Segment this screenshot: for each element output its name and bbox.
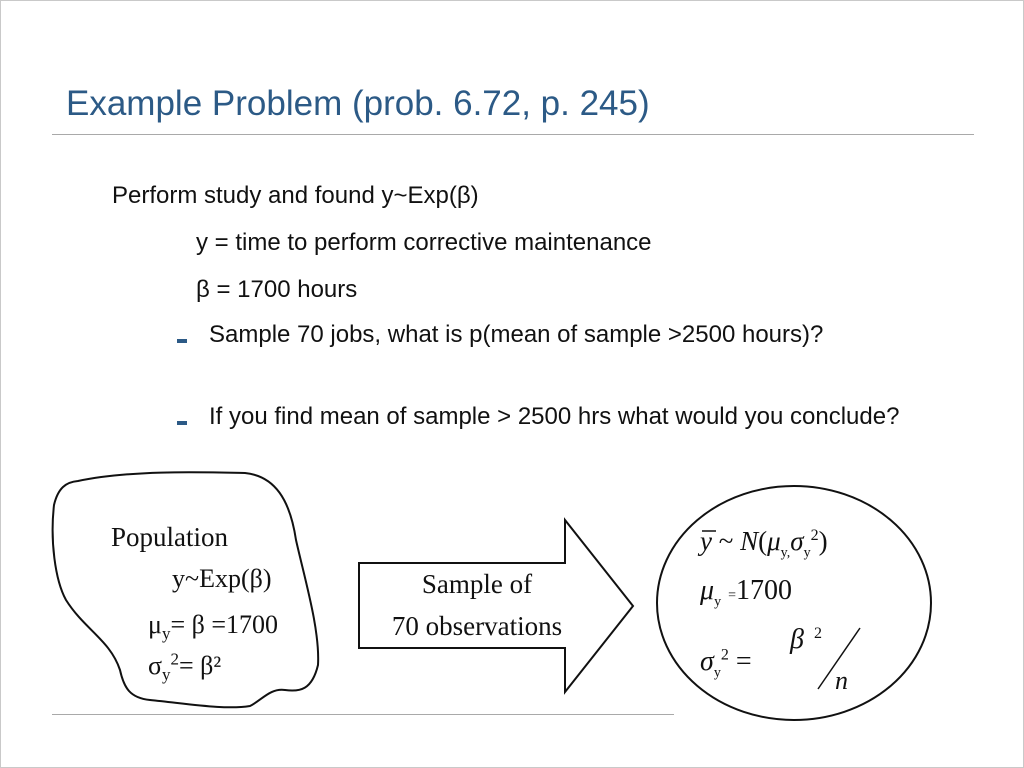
sampling-distribution-equation: y ~ $N(\mu_{y,}\sigma_y^2)$ <box>700 526 828 561</box>
fraction-numerator: β $^2$ <box>790 624 822 655</box>
arrow-label-line2: 70 observations <box>391 611 563 641</box>
slide-title: Example Problem (prob. 6.72, p. 245) <box>66 84 650 123</box>
sample-mean-equation: $\mu_y =1700$ <box>700 575 792 610</box>
sample-arrow <box>359 520 633 692</box>
result-ellipse <box>657 486 931 720</box>
arrow-label-line1: Sample of <box>421 569 533 599</box>
population-mean: $\mu_y= \beta =1700$ <box>148 610 279 644</box>
footer-divider <box>52 714 674 715</box>
body-line-beta: β = 1700 hours <box>196 276 358 303</box>
population-variance: $\sigma_y^2= \beta^2$ <box>148 649 222 685</box>
bullet-question-probability: Sample 70 jobs, what is p(mean of sample >2500 hours)? <box>209 321 824 348</box>
body-line-study: Perform study and found y~Exp(β) <box>112 182 479 209</box>
body-line-definition: y = time to perform corrective maintenance <box>196 229 652 256</box>
fraction-denominator: n <box>835 666 848 695</box>
population-heading: Population <box>111 522 229 552</box>
bullet-question-conclusion: If you find mean of sample > 2500 hrs what would you conclude? <box>209 403 900 430</box>
population-distribution: y~Exp(β) <box>172 564 272 593</box>
sample-variance-equation: $\sigma_y^2$ = <box>700 646 752 681</box>
